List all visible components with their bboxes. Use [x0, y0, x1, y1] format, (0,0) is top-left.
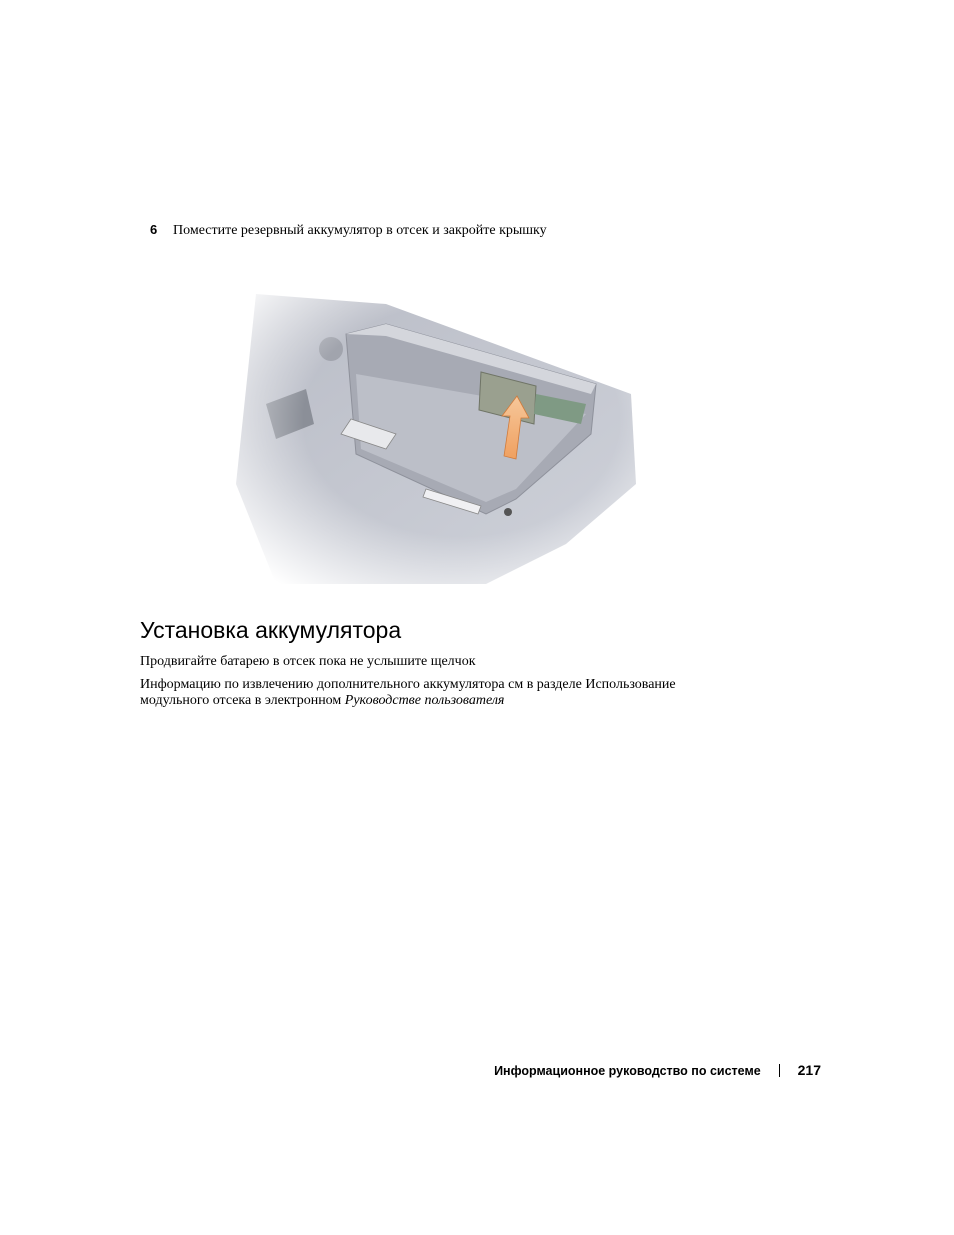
- page-footer: [494, 1062, 821, 1078]
- footer-title: Информационное руководство по системе: [494, 1064, 761, 1078]
- section-heading: Установка аккумулятора: [140, 617, 402, 643]
- footer-separator: [779, 1064, 780, 1077]
- users-guide-reference: Руководстве пользователя: [344, 693, 505, 708]
- paragraph-insert-battery: Продвигайте батарею в отсек пока не услышите щелчок: [140, 654, 476, 669]
- step-6: [150, 222, 547, 239]
- paragraph-remove-battery-info: [140, 677, 760, 709]
- step-text: Поместите резервный аккумулятор в отсек и закройте крышку: [173, 223, 547, 238]
- page-number: 217: [797, 1062, 821, 1078]
- laptop-bay-battery-illustration-icon: [236, 284, 646, 586]
- paragraph-line-1: Информацию по извлечению дополнительного аккумулятора см в разделе Использование: [140, 677, 676, 692]
- step-number: 6: [150, 222, 158, 237]
- battery-bay-illustration: [236, 284, 646, 586]
- paragraph-line-2: модульного отсека в электронном: [140, 693, 345, 708]
